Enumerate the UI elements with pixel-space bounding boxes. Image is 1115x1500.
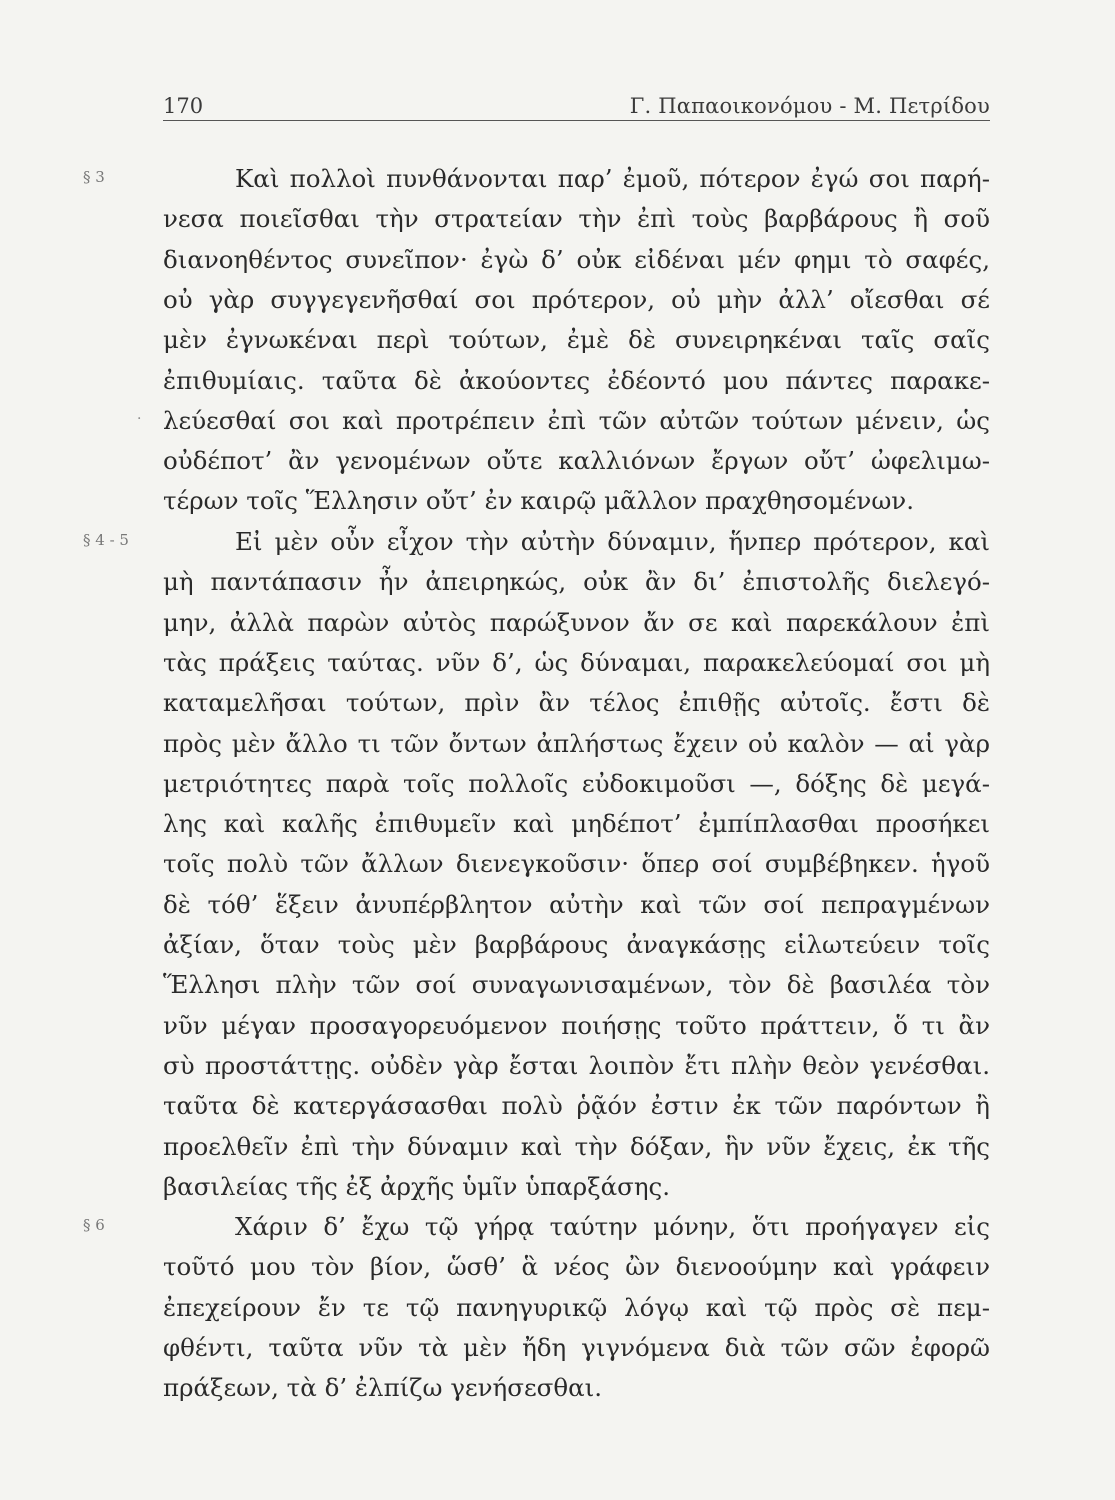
text-line: φθέντι, ταῦτα νῦν τὰ μὲν ἤδη γιγνόμενα διὰ τῶν σῶν ἐφορῶ — [163, 1332, 990, 1362]
section-marker: § 3 — [83, 168, 105, 186]
page-number: 170 — [163, 94, 204, 118]
text-line: πρὸς μὲν ἄλλο τι τῶν ὄντων ἀπλήστως ἔχειν οὐ καλὸν — αἱ γὰρ — [163, 728, 990, 758]
text-line: Ἕλλησι πλὴν τῶν σοί συναγωνισαμένων, τὸν δὲ βασιλέα τὸν — [163, 970, 990, 1000]
text-line: μὲν ἐγνωκέναι περὶ τούτων, ἐμὲ δὲ συνειρηκέναι ταῖς σαῖς — [163, 325, 990, 355]
margin-dot: · — [137, 411, 142, 427]
text-line: σὺ προστάττῃς. οὐδὲν γὰρ ἔσται λοιπὸν ἔτι πλὴν θεὸν γενέσθαι. — [163, 1050, 990, 1080]
section-marker: § 4 - 5 — [83, 531, 129, 549]
text-line: νῦν μέγαν προσαγορευόμενον ποιήσῃς τοῦτο πράττειν, ὅ τι ἂν — [163, 1010, 990, 1040]
text-line: μετριότητες παρὰ τοῖς πολλοῖς εὐδοκιμοῦσι —, δόξης δὲ μεγά- — [163, 768, 990, 798]
text-line: τοῦτό μου τὸν βίον, ὥσθ’ ἃ νέος ὢν διενοούμην καὶ γράφειν — [163, 1252, 990, 1282]
text-line: νεσα ποιεῖσθαι τὴν στρατείαν τὴν ἐπὶ τοὺς βαρβάρους ἢ σοῦ — [163, 204, 990, 234]
text-line: Καὶ πολλοὶ πυνθάνονται παρ’ ἐμοῦ, πότερον ἐγώ σοι παρή- — [235, 164, 990, 193]
text-line: οὐδέποτ’ ἂν γενομένων οὔτε καλλιόνων ἔργων οὔτ’ ὠφελιμω- — [163, 446, 990, 476]
text-line: ταῦτα δὲ κατεργάσασθαι πολὺ ῥᾷόν ἐστιν ἐκ τῶν παρόντων ἢ — [163, 1091, 990, 1121]
text-line: ἐπεχείρουν ἔν τε τῷ πανηγυρικῷ λόγῳ καὶ τῷ πρὸς σὲ πεμ- — [163, 1292, 990, 1322]
text-line: διανοηθέντος συνεῖπον· ἐγὼ δ’ οὐκ εἰδέναι μέν φημι τὸ σαφές, — [163, 244, 990, 274]
text-line: τοῖς πολὺ τῶν ἄλλων διενεγκοῦσιν· ὅπερ σοί συμβέβηκεν. ἡγοῦ — [163, 849, 990, 879]
text-line: ἐπιθυμίαις. ταῦτα δὲ ἀκούοντες ἐδέοντό μου πάντες παρακε- — [163, 365, 990, 395]
text-line: Χάριν δ’ ἔχω τῷ γήρᾳ ταύτην μόνην, ὅτι προήγαγεν εἰς — [235, 1212, 990, 1241]
text-line: Εἰ μὲν οὖν εἶχον τὴν αὐτὴν δύναμιν, ἥνπερ πρότερον, καὶ — [235, 527, 990, 556]
text-line: ἀξίαν, ὅταν τοὺς μὲν βαρβάρους ἀναγκάσῃς εἱλωτεύειν τοῖς — [163, 930, 990, 959]
text-line: τὰς πράξεις ταύτας. νῦν δ’, ὡς δύναμαι, παρακελεύομαί σοι μὴ — [163, 647, 990, 677]
text-line: καταμελῆσαι τούτων, πρὶν ἂν τέλος ἐπιθῇς αὐτοῖς. ἔστι δὲ — [163, 688, 990, 718]
text-line: βασιλείας τῆς ἐξ ἀρχῆς ὑμῖν ὑπαρξάσης. — [163, 1171, 671, 1201]
text-line: οὐ γὰρ συγγεγενῆσθαί σοι πρότερον, οὐ μὴν ἀλλ’ οἴεσθαι σέ — [163, 284, 990, 314]
text-line: προελθεῖν ἐπὶ τὴν δύναμιν καὶ τὴν δόξαν, ἣν νῦν ἔχεις, ἐκ τῆς — [163, 1131, 990, 1161]
text-line: δὲ τόθ’ ἕξειν ἀνυπέρβλητον αὐτὴν καὶ τῶν σοί πεπραγμένων — [163, 889, 990, 919]
text-line: λεύεσθαί σοι καὶ προτρέπειν ἐπὶ τῶν αὐτῶν τούτων μένειν, ὡς — [163, 405, 990, 435]
text-line: λης καὶ καλῆς ἐπιθυμεῖν καὶ μηδέποτ’ ἐμπίπλασθαι προσήκει — [163, 809, 990, 839]
running-head-authors: Γ. Παπαοικονόμου - Μ. Πετρίδου — [629, 94, 990, 118]
text-line: πράξεων, τὰ δ’ ἐλπίζω γενήσεσθαι. — [163, 1373, 603, 1403]
text-line: μὴ παντάπασιν ἦν ἀπειρηκώς, οὐκ ἂν δι’ ἐπιστολῆς διελεγό- — [163, 567, 990, 597]
text-line: τέρων τοῖς Ἕλλησιν οὔτ’ ἐν καιρῷ μᾶλλον πραχθησομένων. — [163, 486, 914, 516]
section-marker: § 6 — [83, 1216, 105, 1234]
running-header — [163, 90, 990, 121]
text-line: μην, ἀλλὰ παρὼν αὐτὸς παρώξυνον ἄν σε καὶ παρεκάλουν ἐπὶ — [163, 607, 990, 637]
